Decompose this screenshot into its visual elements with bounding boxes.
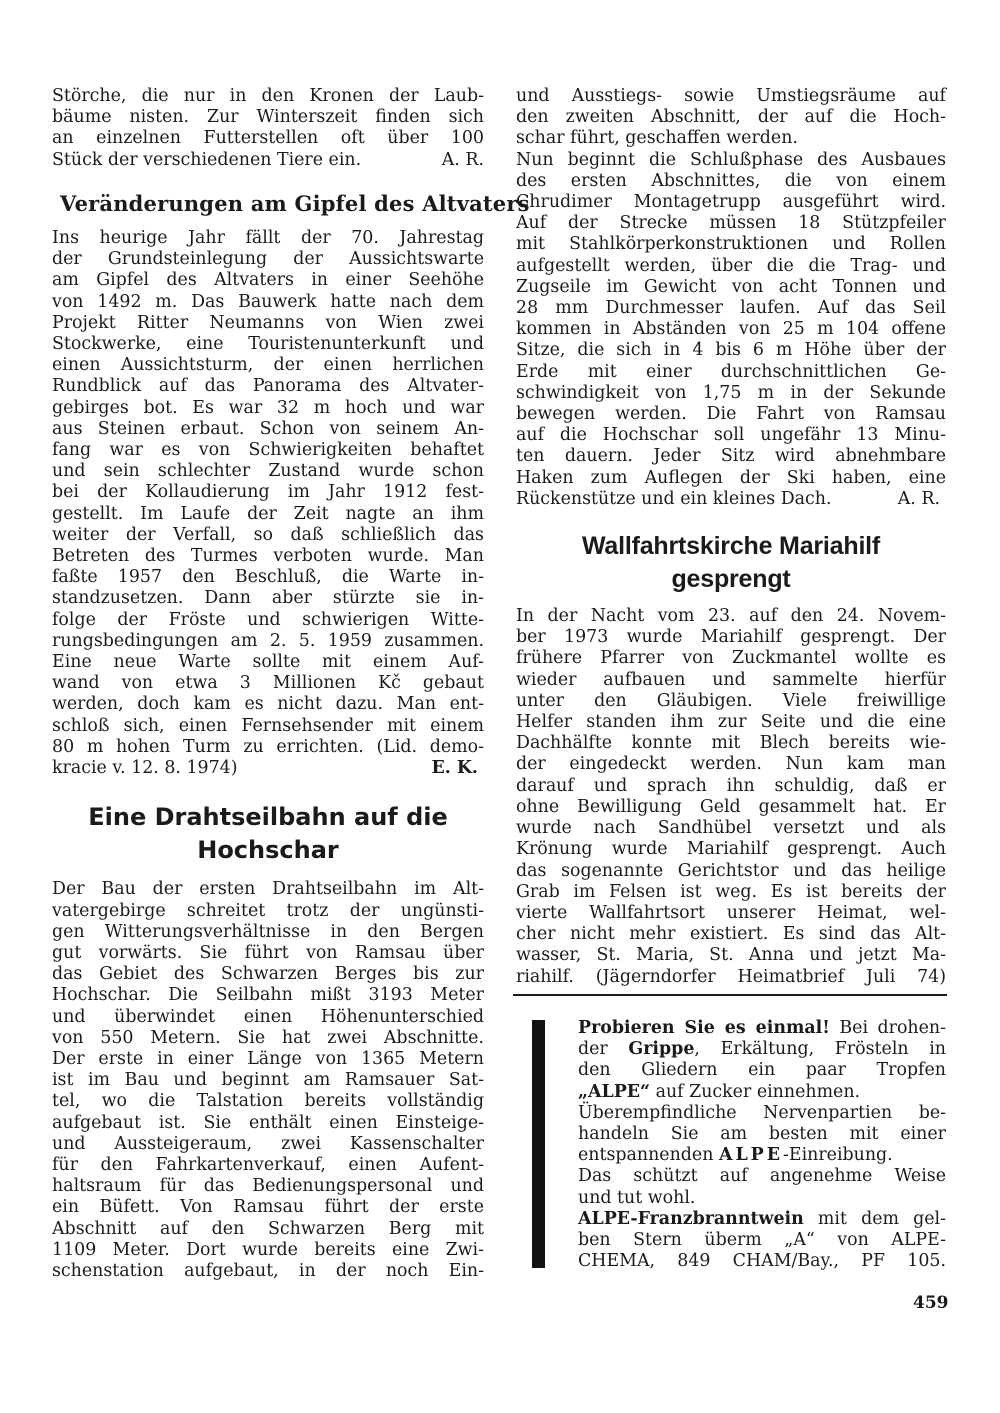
text-line: Ins heurige Jahr fällt der 70. Jahrestag bbox=[52, 228, 484, 249]
text-line: kommen in Abständen von 25 m 104 offene bbox=[516, 319, 946, 340]
text-line: Nun beginnt die Schlußphase des Ausbaues bbox=[516, 149, 946, 170]
text-line: Der erste in einer Länge von 1365 Metern bbox=[52, 1048, 484, 1069]
text-line: Der Bau der ersten Drahtseilbahn im Alt- bbox=[52, 879, 484, 900]
signature-line bbox=[52, 758, 484, 779]
text-line: ein Büfett. Von Ramsau führt der erste bbox=[52, 1197, 484, 1218]
author-signature: A. R. bbox=[441, 149, 484, 170]
ad-line: Das schützt auf angenehme Weise bbox=[578, 1166, 946, 1187]
text-line: Erde mit einer durchschnittlichen Ge- bbox=[516, 361, 946, 382]
ad-line: der Grippe, Erkältung, Frösteln in bbox=[578, 1039, 946, 1060]
text-line: haltsraum für das Bedienungspersonal und bbox=[52, 1176, 484, 1197]
heading-line: Eine Drahtseilbahn auf die bbox=[88, 803, 448, 832]
text-line: des ersten Abschnittes, die von einem bbox=[516, 170, 946, 191]
text-line: den zweiten Abschnitt, der auf die Hoch- bbox=[516, 107, 946, 128]
article-heading bbox=[52, 801, 484, 867]
text-line: ber 1973 wurde Mariahilf gesprengt. Der bbox=[516, 627, 946, 648]
text-line: Grab im Felsen ist weg. Es ist bereits der bbox=[516, 881, 946, 902]
left-column bbox=[52, 86, 530, 1282]
text-line: am Gipfel des Altvaters in einer Seehöhe bbox=[52, 270, 484, 291]
text-line: wasser, St. Maria, St. Anna und jetzt Ma- bbox=[516, 945, 946, 966]
divider-rule bbox=[513, 994, 947, 996]
article-heading: Veränderungen am Gipfel des Altvaters bbox=[60, 190, 530, 216]
ad-line: und tut wohl. bbox=[578, 1187, 696, 1208]
text-line: Stockwerke, eine Touristenunterkunft und bbox=[52, 334, 484, 355]
text-line: und Ausstiegs- sowie Umstiegsräume auf bbox=[516, 86, 946, 106]
text-line: das sogenannte Gerichtstor und das heilige bbox=[516, 860, 946, 881]
text-line: 28 mm Durchmesser laufen. Auf das Seil bbox=[516, 298, 946, 319]
ad-marker-bar bbox=[532, 1020, 545, 1268]
text-line: und überwindet einen Höhenunterschied bbox=[52, 1006, 484, 1027]
text-line: aufgebaut ist. Sie enthält einen Einsteige- bbox=[52, 1112, 484, 1133]
ad-line: „ALPE“ auf Zucker einnehmen. bbox=[578, 1081, 861, 1102]
article-body bbox=[516, 606, 946, 988]
text-line: der Grundsteinlegung der Aussichtswarte bbox=[52, 249, 484, 270]
heading-line: gesprengt bbox=[671, 565, 791, 594]
text-line: gebirges bot. Es war 32 m hoch und war bbox=[52, 397, 484, 418]
text-line: Sitze, die sich in 4 bis 6 m Höhe über der bbox=[516, 340, 946, 361]
text-line: Eine neue Warte sollte mit einem Auf- bbox=[52, 652, 484, 673]
page-number: 459 bbox=[913, 1293, 949, 1313]
ad-line: den Gliedern ein paar Tropfen bbox=[578, 1060, 946, 1081]
text-line: aus Steinen erbaut. Schon von seinem An- bbox=[52, 418, 484, 439]
text-line: riahilf. (Jägerndorfer Heimatbrief Juli 74) bbox=[516, 966, 946, 987]
signature-line bbox=[516, 489, 946, 510]
ad-line: ALPE-Franzbranntwein mit dem gel- bbox=[578, 1208, 946, 1229]
text-line: gen Witterungsverhältnisse in den Bergen bbox=[52, 921, 484, 942]
text-line: tel, wo die Talstation bereits vollständig bbox=[52, 1091, 484, 1112]
article-body bbox=[52, 228, 484, 779]
text-line: von 1492 m. Das Bauwerk hatte nach dem bbox=[52, 291, 484, 312]
text-line: schar führt, geschaffen werden. bbox=[516, 128, 798, 149]
text-line: unter den Gläubigen. Viele freiwillige bbox=[516, 690, 946, 711]
text-line: Krönung wurde Mariahilf gesprengt. Auch bbox=[516, 839, 946, 860]
text-line: Betreten des Turmes verboten wurde. Man bbox=[52, 546, 484, 567]
text-line: das Gebiet des Schwarzen Berges bis zur bbox=[52, 964, 484, 985]
text-line: vierte Wallfahrtsort unserer Heimat, wel- bbox=[516, 902, 946, 923]
text-line: vatergebirge schreitet trotz der ungünsti- bbox=[52, 900, 484, 921]
ad-line: ben Stern überm „A“ von ALPE- bbox=[578, 1230, 946, 1251]
text-line: frühere Pfarrer von Zuckmantel wollte es bbox=[516, 648, 946, 669]
heading-line: Wallfahrtskirche Mariahilf bbox=[581, 532, 881, 561]
text-line: 1109 Meter. Dort wurde bereits eine Zwi- bbox=[52, 1239, 484, 1260]
text-line: an einzelnen Futterstellen oft über 100 bbox=[52, 128, 484, 149]
text-line: Chrudimer Montagetrupp ausgeführt wird. bbox=[516, 192, 946, 213]
text-line: gestellt. Im Laufe der Zeit nagte an ihm bbox=[52, 503, 484, 524]
ad-line: Probieren Sie es einmal! Bei drohen- bbox=[578, 1018, 946, 1038]
text-line: auf die Hochschar soll ungefähr 13 Minu- bbox=[516, 425, 946, 446]
text-line: für den Fahrkartenverkauf, einen Aufent- bbox=[52, 1154, 484, 1175]
text-line: faßte 1957 den Beschluß, die Warte in- bbox=[52, 567, 484, 588]
text-line: folge der Fröste und schwierigen Witte- bbox=[52, 609, 484, 630]
text-line: wand von etwa 3 Millionen Kč gebaut bbox=[52, 673, 484, 694]
text-line: schenstation aufgebaut, in der noch Ein- bbox=[52, 1260, 484, 1281]
text-line: aufgestellt werden, über die die Trag- und bbox=[516, 255, 946, 276]
text-line: kracie v. 12. 8. 1974) bbox=[52, 758, 238, 779]
text-line: Rundblick auf das Panorama des Altvater- bbox=[52, 376, 484, 397]
author-signature: A. R. bbox=[897, 488, 940, 509]
text-line: mit Stahlkörperkonstruktionen und Rollen bbox=[516, 234, 946, 255]
text-line: der eingedeckt werden. Nun kam man bbox=[516, 754, 946, 775]
text-line: Projekt Ritter Neumanns von Wien zwei bbox=[52, 312, 484, 333]
text-line: Helfer standen ihm zur Seite und die eine bbox=[516, 712, 946, 733]
text-line: rungsbedingungen am 2. 5. 1959 zusammen. bbox=[52, 630, 484, 651]
text-line: In der Nacht vom 23. auf den 24. Novem- bbox=[516, 606, 946, 627]
text-line: Haken zum Auflegen der Ski haben, eine bbox=[516, 467, 946, 488]
text-line: ten dauern. Jeder Sitz wird abnehmbare bbox=[516, 446, 946, 467]
ad-line: CHEMA, 849 CHAM/Bay., PF 105. bbox=[578, 1251, 946, 1272]
text-line: wurde nach Sandhübel versetzt und als bbox=[516, 818, 946, 839]
text-line: ist im Bau und beginnt am Ramsauer Sat- bbox=[52, 1070, 484, 1091]
author-signature: E. K. bbox=[431, 758, 478, 779]
ad-line: entspannenden ALPE-Einreibung. bbox=[578, 1145, 893, 1166]
text-line: Rückenstütze und ein kleines Dach. bbox=[516, 488, 832, 509]
text-line: einen Aussichtsturm, der einen herrlichen bbox=[52, 355, 484, 376]
text-line: ohne Bewilligung Geld gesammelt hat. Er bbox=[516, 796, 946, 817]
text-line: Abschnitt auf den Schwarzen Berg mit bbox=[52, 1218, 484, 1239]
heading-line: Hochschar bbox=[197, 836, 339, 865]
ad-line: Überempfindliche Nervenpartien be- bbox=[578, 1102, 946, 1123]
text-line: Dachhälfte konnte mit Blech bereits wie- bbox=[516, 733, 946, 754]
text-line: schloß sich, einen Fernsehsender mit einem bbox=[52, 715, 484, 736]
text-line: Hochschar. Die Seilbahn mißt 3193 Meter bbox=[52, 985, 484, 1006]
text-line: bäume nisten. Zur Winterszeit finden sich bbox=[52, 107, 484, 128]
text-line: von 550 Metern. Sie hat zwei Abschnitte. bbox=[52, 1027, 484, 1048]
text-line: Auf der Strecke müssen 18 Stützpfeiler bbox=[516, 213, 946, 234]
text-line: bewegen werden. Die Fahrt von Ramsau bbox=[516, 404, 946, 425]
text-line: Störche, die nur in den Kronen der Laub- bbox=[52, 86, 484, 106]
right-column bbox=[516, 86, 946, 988]
text-line: und sein schlechter Zustand wurde schon bbox=[52, 461, 484, 482]
text-line: Zugseile im Gewicht von acht Tonnen und bbox=[516, 276, 946, 297]
article-heading bbox=[516, 530, 946, 596]
text-line: werden, doch kam es nicht dazu. Man ent- bbox=[52, 694, 484, 715]
text-line: weiter der Verfall, so daß schließlich das bbox=[52, 524, 484, 545]
text-line: standzusetzen. Dann aber stürzte sie in- bbox=[52, 588, 484, 609]
text-line: und Aussteigeraum, zwei Kassenschalter bbox=[52, 1133, 484, 1154]
text-line: fang war es von Schwierigkeiten behaftet bbox=[52, 440, 484, 461]
text-line: gut vorwärts. Sie führt von Ramsau über bbox=[52, 942, 484, 963]
text-line: wieder aufbauen und sammelte hierfür bbox=[516, 669, 946, 690]
text-line: darauf und sprach ihn schuldig, daß er bbox=[516, 775, 946, 796]
text-line: schwindigkeit von 1,75 m in der Sekunde bbox=[516, 382, 946, 403]
advertisement bbox=[578, 1018, 946, 1272]
text-line: cher nicht mehr existiert. Es sind das Alt- bbox=[516, 924, 946, 945]
text-line: 80 m hohen Turm zu errichten. (Lid. demo- bbox=[52, 736, 484, 757]
ad-line: handeln Sie am besten mit einer bbox=[578, 1124, 946, 1145]
text-line: bei der Kollaudierung im Jahr 1912 fest- bbox=[52, 482, 484, 503]
signature-line bbox=[52, 150, 484, 171]
text-line: Stück der verschiedenen Tiere ein. bbox=[52, 149, 362, 170]
article-body bbox=[52, 879, 484, 1282]
